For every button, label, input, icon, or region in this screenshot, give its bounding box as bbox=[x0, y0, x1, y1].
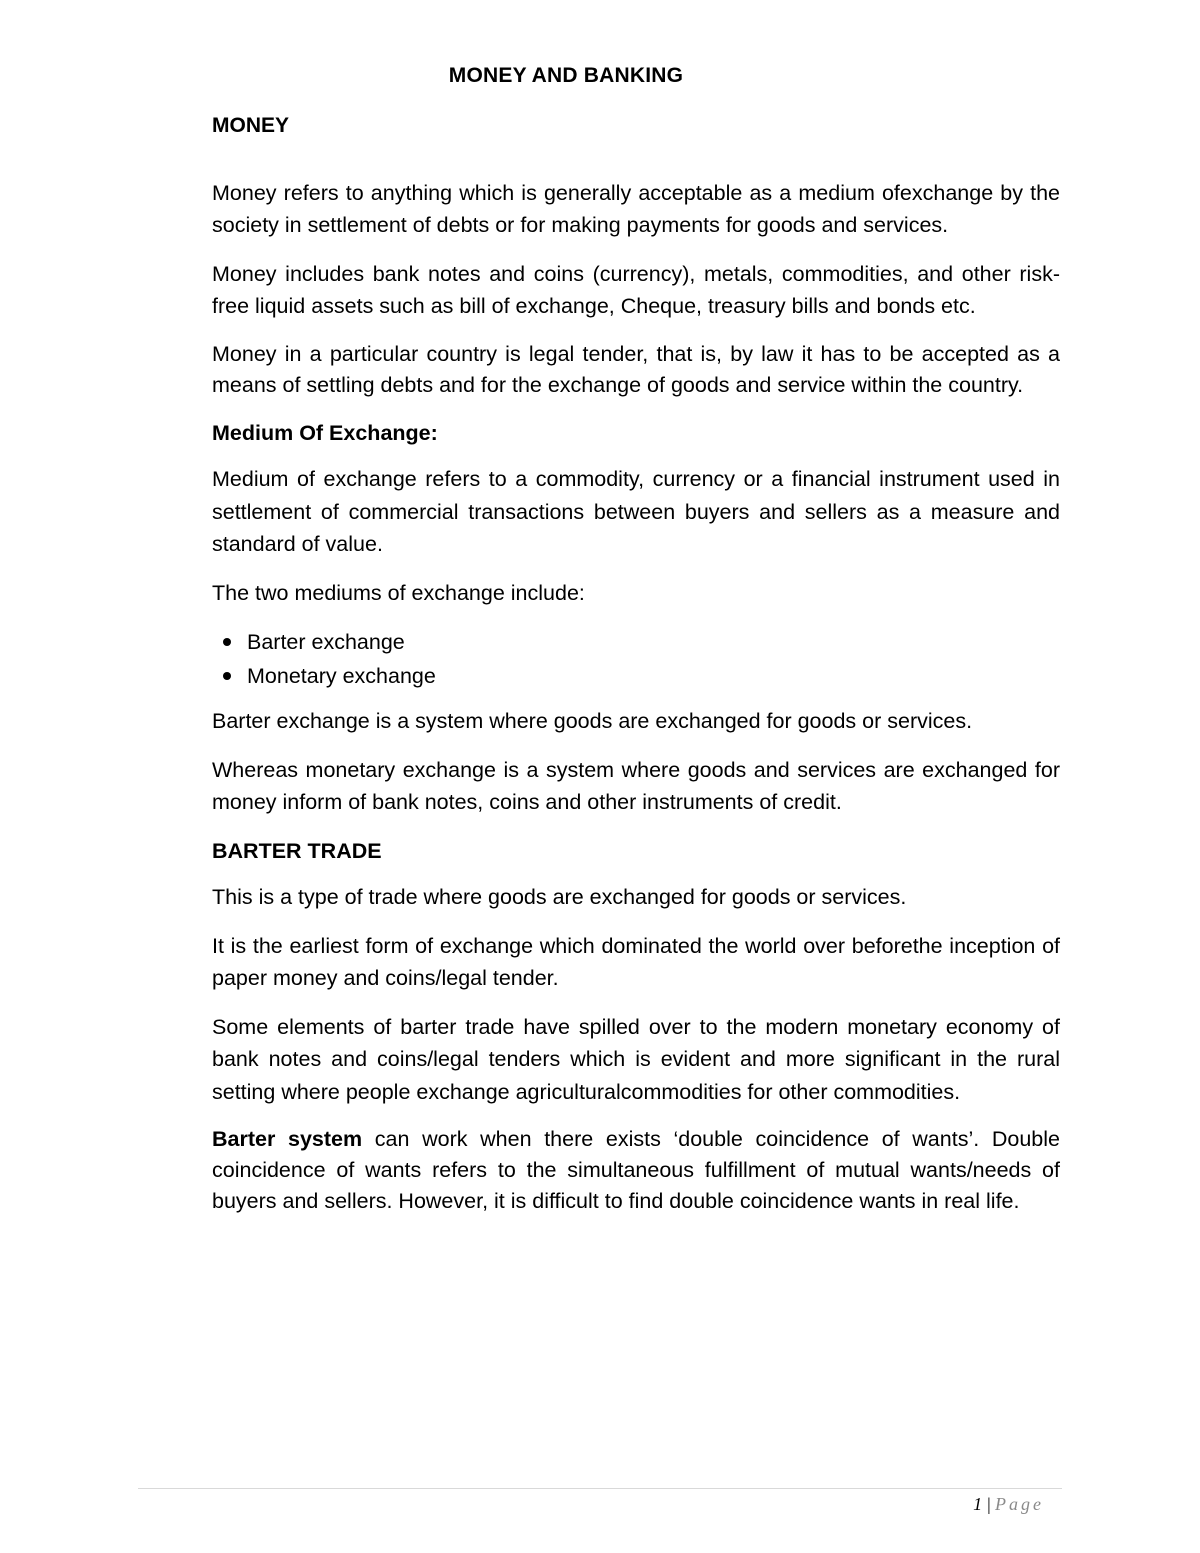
section-heading-medium-of-exchange: Medium Of Exchange: bbox=[212, 420, 438, 445]
list-item-label: Barter exchange bbox=[247, 630, 405, 654]
paragraph-barter-history: It is the earliest form of exchange which dominated the world over beforethe inception of paper money and coins/legal tender. bbox=[212, 933, 1060, 990]
paragraph-money-includes: Money includes bank notes and coins (currency), metals, commodities, and other risk-free liquid assets such as bill of exchange, Cheque, treasury bills and bonds etc. bbox=[212, 261, 1060, 318]
paragraph-monetary-exchange: Whereas monetary exchange is a system where goods and services are exchanged for money inform of bank notes, coins and other instruments of credit. bbox=[212, 757, 1060, 814]
paragraph-barter-definition: This is a type of trade where goods are exchanged for goods or services. bbox=[212, 885, 907, 909]
barter-system-text: can work when there exists ‘double coincidence of wants’. Double coincidence of wants refers to the simultaneous fulfillment of mutual wants/needs of buyers and sellers. However, it is difficult to find double coincidence wants in real life. bbox=[212, 1127, 1060, 1213]
mediums-list bbox=[212, 625, 1060, 693]
list-item bbox=[212, 659, 1060, 693]
document-title: MONEY AND BANKING bbox=[448, 64, 684, 87]
footer-divider bbox=[138, 1488, 1062, 1489]
document-body bbox=[212, 110, 1060, 1233]
list-item bbox=[212, 625, 1060, 659]
paragraph-money-definition: Money refers to anything which is generally acceptable as a medium ofexchange by the society in settlement of debts or for making payments for goods and services. bbox=[212, 180, 1060, 237]
footer-separator: | bbox=[986, 1494, 992, 1514]
paragraph-legal-tender: Money in a particular country is legal tender, that is, by law it has to be accepted as a means of settling debts and for the exchange of goods and service within the country. bbox=[212, 341, 1060, 397]
bullet-icon bbox=[223, 638, 231, 646]
paragraph-barter-modern: Some elements of barter trade have spilled over to the modern monetary economy of bank notes and coins/legal tenders which is evident and more significant in the rural setting where people exchange agriculturalcommodities for other commodities. bbox=[212, 1014, 1060, 1104]
paragraph-medium-definition: Medium of exchange refers to a commodity, currency or a financial instrument used in settlement of commercial transactions between buyers and sellers as a measure and standard of value. bbox=[212, 467, 1060, 556]
paragraph-barter-exchange: Barter exchange is a system where goods are exchanged for goods or services. bbox=[212, 709, 973, 733]
bullet-icon bbox=[223, 672, 231, 680]
section-heading-barter-trade: BARTER TRADE bbox=[212, 838, 382, 863]
list-item-label: Monetary exchange bbox=[247, 664, 436, 688]
barter-system-term: Barter system bbox=[212, 1127, 363, 1151]
page-label: Page bbox=[995, 1494, 1044, 1514]
page-footer bbox=[973, 1494, 1044, 1515]
section-heading-money: MONEY bbox=[212, 114, 290, 137]
paragraph-two-mediums: The two mediums of exchange include: bbox=[212, 580, 585, 605]
paragraph-barter-system bbox=[212, 1124, 1060, 1217]
page-number: 1 bbox=[973, 1494, 983, 1514]
